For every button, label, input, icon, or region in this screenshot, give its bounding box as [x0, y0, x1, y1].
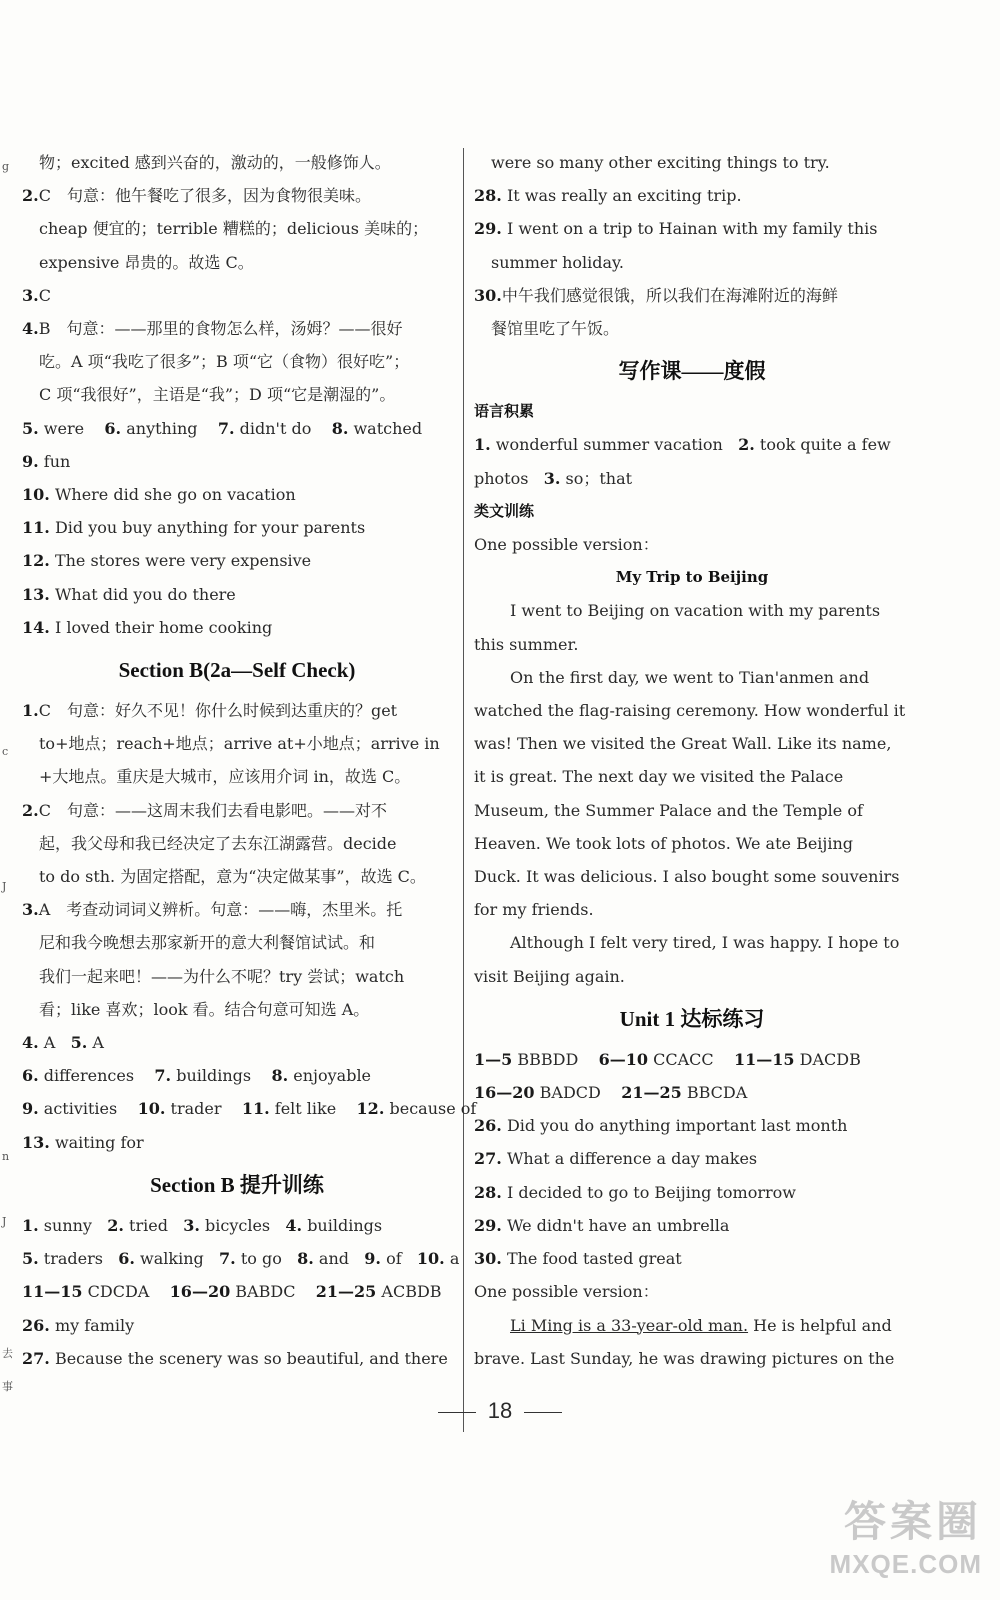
column-divider	[463, 148, 464, 1432]
question-number: 10.	[137, 1099, 166, 1119]
answer-line	[22, 312, 452, 345]
question-number: 4.	[22, 1033, 39, 1053]
edge-mark: n	[2, 1150, 10, 1163]
section-heading: Section B(2a—Self Check)	[118, 658, 356, 683]
essay-text: He is helpful and	[748, 1315, 892, 1335]
underlined-text: Li Ming is a 33-year-old man.	[510, 1315, 749, 1335]
answer-line: expensive 昂贵的。故选 C。	[39, 252, 254, 272]
essay-line: was! Then we visited the Great Wall. Like its name,	[474, 734, 892, 754]
question-number: 1.	[22, 1215, 39, 1235]
answer-line	[22, 1026, 452, 1059]
question-number: 2.	[738, 435, 755, 455]
answer-line	[474, 1043, 910, 1076]
essay-line: On the first day, we went to Tian'anmen and	[510, 667, 870, 687]
answer-line	[474, 212, 910, 245]
question-number: 7.	[219, 1249, 236, 1269]
question-number: 4.	[285, 1215, 303, 1235]
question-number: 2.	[22, 800, 39, 820]
question-number: 8.	[331, 418, 349, 438]
question-number: 16—20	[474, 1083, 535, 1103]
answer-line	[22, 1092, 477, 1125]
answer-line	[474, 1242, 910, 1275]
question-number: 26.	[474, 1116, 502, 1136]
answer-text: DACDB	[799, 1049, 861, 1069]
answer-text: took quite a few	[759, 435, 891, 455]
question-number: 5.	[70, 1033, 88, 1053]
answer-line	[22, 1275, 452, 1308]
answer-line	[22, 511, 452, 544]
answer-text: Where did she go on vacation	[54, 485, 296, 505]
answer-line	[22, 1309, 452, 1342]
question-number: 4.	[22, 319, 39, 339]
answer-text: I decided to go to Beijing tomorrow	[506, 1182, 796, 1202]
answer-text: BABDC	[235, 1282, 296, 1302]
answer-text: A 考查动词词义辨析。句意：——嗨，杰里米。托	[38, 900, 403, 920]
answer-line	[22, 1342, 452, 1375]
answer-text: What a difference a day makes	[506, 1149, 758, 1169]
edge-mark: J	[2, 1215, 7, 1228]
answer-line	[474, 1109, 910, 1142]
answer-line	[22, 445, 452, 478]
question-number: 21—25	[315, 1282, 377, 1302]
question-number: 5.	[22, 1249, 39, 1269]
watermark-url: MXQE.COM	[829, 1549, 982, 1579]
answer-line: One possible version：	[474, 1282, 659, 1302]
answer-text: A	[92, 1033, 104, 1053]
answer-text: 中午我们感觉很饿，所以我们在海滩附近的海鲜	[501, 285, 838, 305]
answer-line	[22, 179, 452, 212]
answer-line: summer holiday.	[491, 252, 625, 272]
answer-line	[22, 1059, 452, 1092]
answer-line: 吃。A 项“我吃了很多”；B 项“它（食物）很好吃”；	[39, 352, 410, 372]
answer-line: were so many other exciting things to try.	[491, 153, 830, 172]
edge-mark: J	[2, 880, 7, 893]
answer-text: Because the scenery was so beautiful, and there	[54, 1348, 448, 1368]
answer-text: trader	[170, 1099, 222, 1119]
answer-line	[474, 1142, 910, 1175]
answer-text: ACBDB	[381, 1282, 442, 1302]
question-number: 14.	[22, 617, 50, 637]
answer-text: B 句意：——那里的食物怎么样，汤姆？——很好	[38, 319, 403, 339]
question-number: 16—20	[169, 1282, 231, 1302]
question-number: 3.	[22, 900, 39, 920]
question-number: 26.	[22, 1315, 50, 1335]
essay-line	[474, 1309, 910, 1342]
answer-text: BBBDD	[517, 1049, 579, 1069]
essay-line: I went to Beijing on vacation with my parents	[510, 601, 881, 621]
answer-line	[22, 1209, 452, 1242]
question-number: 5.	[22, 418, 39, 438]
answer-text: enjoyable	[293, 1066, 372, 1086]
answer-line: C 项“我很好”，主语是“我”；D 项“它是潮湿的”。	[39, 385, 396, 405]
footer-rule	[438, 1412, 476, 1413]
question-number: 2.	[107, 1215, 124, 1235]
page-footer	[0, 1398, 1000, 1424]
question-number: 12.	[356, 1099, 385, 1119]
answer-text: C	[38, 285, 51, 305]
question-number: 9.	[364, 1249, 381, 1269]
question-number: 27.	[22, 1348, 50, 1368]
section-heading: Section B 提升训练	[150, 1172, 324, 1197]
question-number: 30.	[474, 285, 502, 305]
answer-text: Did you buy anything for your parents	[54, 518, 366, 538]
question-number: 21—25	[621, 1083, 682, 1103]
question-number: 10.	[22, 485, 50, 505]
essay-line: visit Beijing again.	[474, 966, 625, 986]
answer-text: tried	[129, 1215, 168, 1235]
question-number: 7.	[217, 418, 235, 438]
question-number: 10.	[416, 1249, 445, 1269]
answer-line	[474, 279, 910, 312]
answer-text: buildings	[307, 1215, 383, 1235]
answer-line	[474, 1076, 910, 1109]
question-number: 9.	[22, 1099, 39, 1119]
answer-line	[474, 462, 910, 495]
answer-line	[474, 179, 910, 212]
answer-line	[22, 1126, 452, 1159]
answer-line	[474, 1176, 910, 1209]
question-number: 1—5	[474, 1049, 513, 1069]
answer-line: +大地点。重庆是大城市，应该用介词 in，故选 C。	[39, 767, 411, 787]
essay-line: it is great. The next day we visited the Palace	[474, 767, 844, 787]
answer-text: bicycles	[205, 1215, 271, 1235]
question-number: 12.	[22, 551, 50, 571]
answer-text: What did you do there	[54, 584, 236, 604]
answer-text: We didn't have an umbrella	[506, 1215, 730, 1235]
answer-text: buildings	[176, 1066, 252, 1086]
answer-text: to go	[240, 1249, 282, 1269]
answer-text: photos	[474, 468, 529, 488]
answer-line: 我们一起来吧！——为什么不呢？try 尝试；watch	[39, 966, 405, 986]
right-column	[474, 146, 910, 1375]
question-number: 28.	[474, 186, 502, 206]
answer-text: wonderful summer vacation	[495, 435, 723, 455]
answer-text: C 句意：他午餐吃了很多，因为食物很美味。	[38, 186, 371, 206]
edge-mark: 去	[2, 1347, 13, 1360]
answer-line: 物；excited 感到兴奋的，激动的，一般修饰人。	[39, 153, 391, 172]
question-number: 13.	[22, 584, 50, 604]
subsection-heading: 语言积累	[474, 402, 535, 421]
essay-line: Duck. It was delicious. I also bought some souvenirs	[474, 867, 900, 887]
question-number: 7.	[154, 1066, 172, 1086]
question-number: 2.	[22, 186, 39, 206]
answer-line	[22, 611, 452, 644]
question-number: 3.	[183, 1215, 200, 1235]
answer-text: differences	[43, 1066, 135, 1086]
question-number: 6.	[118, 1249, 135, 1269]
answer-text: CCACC	[653, 1049, 714, 1069]
answer-line	[22, 1242, 460, 1275]
question-number: 1.	[22, 701, 39, 721]
answer-text: C 句意：——这周末我们去看电影吧。——对不	[38, 800, 387, 820]
question-number: 11—15	[22, 1282, 83, 1302]
essay-line: this summer.	[474, 634, 579, 654]
essay-line: Heaven. We took lots of photos. We ate Beijing	[474, 833, 854, 853]
question-number: 11.	[241, 1099, 270, 1119]
answer-text: I went on a trip to Hainan with my family this	[506, 219, 878, 239]
answer-line: to+地点；reach+地点；arrive at+小地点；arrive in	[39, 734, 440, 754]
question-number: 27.	[474, 1149, 502, 1169]
question-number: 6.	[22, 1066, 39, 1086]
edge-mark: 事	[2, 1380, 13, 1393]
subsection-heading: 类文训练	[474, 501, 535, 520]
answer-text: and	[318, 1249, 350, 1269]
edge-mark: g	[2, 160, 10, 173]
page-number: 18	[487, 1398, 513, 1423]
answer-text: BADCD	[539, 1083, 601, 1103]
answer-text: I loved their home cooking	[54, 617, 273, 637]
answer-text: so；that	[565, 468, 633, 488]
essay-line: watched the flag-raising ceremony. How wonderful it	[474, 701, 906, 721]
answer-line: 尼和我今晚想去那家新开的意大利餐馆试试。和	[39, 933, 376, 953]
question-number: 3.	[22, 285, 39, 305]
answer-text: activities	[43, 1099, 118, 1119]
answer-line: 餐馆里吃了午饭。	[491, 319, 620, 339]
question-number: 29.	[474, 219, 502, 239]
answer-line	[22, 412, 452, 445]
left-column	[22, 146, 477, 1375]
question-number: 8.	[271, 1066, 289, 1086]
answer-line	[22, 794, 452, 827]
question-number: 1.	[474, 435, 491, 455]
answer-line	[22, 279, 452, 312]
footer-rule	[524, 1412, 562, 1413]
answer-line	[22, 578, 452, 611]
section-heading: 写作课——度假	[618, 359, 766, 384]
answer-text: watched	[353, 418, 423, 438]
essay-title: My Trip to Beijing	[615, 568, 769, 587]
answer-text: It was really an exciting trip.	[506, 186, 742, 206]
question-number: 11.	[22, 518, 50, 538]
answer-text: Did you do anything important last month	[506, 1116, 848, 1136]
watermark-logo-text: 答案圈	[843, 1498, 982, 1545]
answer-text: a	[449, 1249, 460, 1269]
answer-line: One possible version：	[474, 535, 659, 555]
question-number: 28.	[474, 1182, 502, 1202]
answer-line	[22, 893, 452, 926]
question-number: 30.	[474, 1249, 502, 1269]
watermark	[830, 1489, 982, 1580]
section-heading: Unit 1 达标练习	[619, 1006, 765, 1031]
question-number: 11—15	[734, 1049, 795, 1069]
edge-mark: c	[2, 745, 9, 758]
answer-text: fun	[43, 451, 71, 471]
question-number: 8.	[297, 1249, 314, 1269]
answer-text: felt like	[274, 1099, 337, 1119]
question-number: 29.	[474, 1215, 502, 1235]
answer-line	[474, 428, 910, 461]
answer-line	[22, 478, 452, 511]
question-number: 3.	[543, 468, 561, 488]
answer-line: to do sth. 为固定搭配，意为“决定做某事”，故选 C。	[39, 867, 426, 887]
essay-line: for my friends.	[474, 900, 594, 920]
essay-line: Museum, the Summer Palace and the Temple of	[474, 800, 863, 820]
answer-text: anything	[126, 418, 198, 438]
answer-text: waiting for	[54, 1132, 144, 1152]
essay-line: Although I felt very tired, I was happy. I hope to	[510, 933, 900, 953]
answer-text: my family	[54, 1315, 135, 1335]
answer-text: The food tasted great	[506, 1249, 682, 1269]
answer-text: traders	[43, 1249, 103, 1269]
answer-text: sunny	[43, 1215, 92, 1235]
answer-text: A	[43, 1033, 56, 1053]
answer-line	[474, 1209, 910, 1242]
question-number: 13.	[22, 1132, 50, 1152]
answer-line: 看；like 喜欢；look 看。结合句意可知选 A。	[39, 999, 370, 1019]
answer-text: C 句意：好久不见！你什么时候到达重庆的？get	[38, 701, 398, 721]
question-number: 6—10	[598, 1049, 649, 1069]
answer-text: BBCDA	[686, 1083, 748, 1103]
answer-text: of	[386, 1249, 402, 1269]
answer-text: didn't do	[239, 418, 312, 438]
answer-text: because of	[389, 1099, 477, 1119]
answer-line	[22, 544, 452, 577]
answer-line: 起，我父母和我已经决定了去东江湖露营。decide	[39, 833, 397, 853]
answer-text: CDCDA	[87, 1282, 150, 1302]
answer-text: walking	[140, 1249, 204, 1269]
answer-line	[22, 694, 452, 727]
question-number: 6.	[104, 418, 122, 438]
answer-line: cheap 便宜的；terrible 糟糕的；delicious 美味的；	[39, 219, 429, 239]
question-number: 9.	[22, 451, 39, 471]
answer-text: The stores were very expensive	[54, 551, 312, 571]
answer-text: were	[43, 418, 85, 438]
essay-line: brave. Last Sunday, he was drawing pictures on the	[474, 1348, 895, 1368]
